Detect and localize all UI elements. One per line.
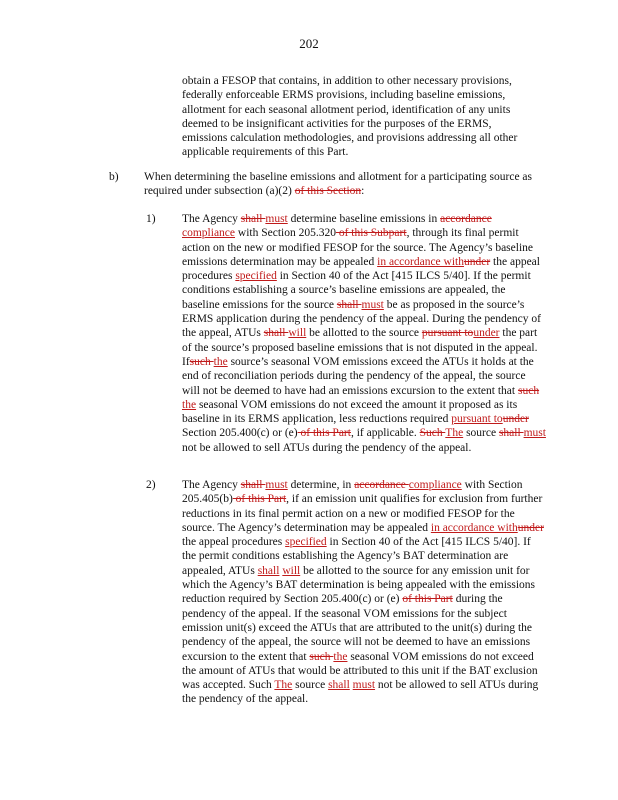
body-text: source’s seasonal VOM emissions exceed the ATUs it holds at the end of reconciliation periods during the pendency of the appeal, the source will not be deemed to have had an emissions excursion to the extent that (182, 355, 534, 397)
body-text: be allotted to the source (306, 327, 422, 340)
deleted-text: shall (240, 479, 266, 491)
deleted-text: under (502, 413, 529, 426)
inserted-text: shall (328, 679, 350, 692)
deleted-text: under (463, 255, 491, 268)
inserted-text: shall (257, 564, 280, 577)
deleted-text: such (309, 650, 334, 663)
inserted-text: in accordance with (377, 255, 464, 268)
subsection-b-text (144, 170, 534, 199)
deleted-text: pursuant to (421, 327, 474, 340)
inserted-text: compliance (408, 479, 462, 491)
deleted-text: of this Part (297, 427, 351, 440)
body-text: Such (248, 679, 272, 692)
body-text: be as proposed in the source’s ERMS application during the pendency of the appeal. During the pendency of the appeal, ATUs (182, 298, 541, 340)
deleted-text: such (189, 355, 214, 368)
body-text: the part of the source’s proposed baseline emissions that is not disputed in the appeal. If (182, 327, 538, 368)
body-text: in Section 40 of the Act [415 ILCS 5/40]. If the permit conditions establishing the Agency’s BAT determination are appealed, ATUs (182, 536, 531, 577)
inserted-text: the (333, 650, 348, 663)
deleted-text: Such (419, 427, 446, 440)
inserted-text: must (352, 679, 376, 692)
body-text: : (361, 185, 365, 198)
inserted-text: must (265, 479, 288, 491)
body-text: be allotted to the source for any emission unit for which the Agency’s BAT determination is being appealed with the emissions reduction required by Section 205.400(c) or (e) (182, 564, 536, 606)
deleted-text: accordance (440, 213, 492, 225)
body-text: in Section 40 of the Act [415 ILCS 5/40]. If the permit conditions establishing a source’s baseline emissions are appealed, the baseline emissions for the source (182, 270, 531, 311)
body-text: during the pendency of the appeal. If the seasonal VOM emissions for the subject emission unit(s) exceed the ATUs that are attributed to the unit(s) during the pendency of the appeal, the source will not be deemed to have an emissions excursion to the extent that (182, 593, 533, 663)
deleted-text: of this Section (294, 185, 362, 198)
deleted-text: shall (498, 427, 524, 440)
deleted-text: shall (263, 327, 289, 340)
body-text: When determining the baseline emissions and allotment for a participating source as required under subsection (a)(2) (144, 171, 533, 198)
deleted-text: under (517, 521, 544, 534)
deleted-text: accordance (354, 479, 409, 491)
inserted-text: will (288, 327, 307, 340)
inserted-text: in accordance with (430, 521, 518, 534)
inserted-text: must (265, 213, 288, 225)
deleted-text: shall (336, 298, 362, 311)
item-1-marker: 1) (146, 213, 156, 225)
inserted-text: specified (235, 270, 277, 283)
page-number: 202 (299, 36, 319, 51)
body-text: seasonal VOM emissions do not exceed the amount it proposed as its baseline in its ERMS application, less reductions required (182, 398, 518, 426)
deleted-text: shall (240, 213, 266, 225)
inserted-text: the (182, 398, 197, 411)
body-text: The Agency (182, 213, 241, 225)
inserted-text: under (473, 327, 500, 340)
inserted-text: will (282, 564, 301, 577)
body-text: source (292, 679, 329, 692)
body-text: not be allowed to sell ATUs during the pendency of the appeal. (182, 441, 472, 454)
body-text: Section 205.400(c) or (e) (182, 427, 298, 440)
body-text: determine, in (287, 479, 355, 491)
body-text: source (463, 427, 499, 440)
subsection-b-marker: b) (109, 171, 119, 183)
body-text: the appeal procedures (182, 255, 540, 283)
deleted-text: of this Part (232, 493, 287, 506)
inserted-text: the (213, 355, 228, 368)
inserted-text: must (361, 298, 384, 311)
body-text: with Section 205.405(b) (182, 479, 523, 506)
body-text: the appeal procedures (182, 536, 286, 549)
body-text: The Agency (182, 479, 241, 491)
inserted-text: The (445, 427, 464, 440)
deleted-text: of this Part (402, 593, 453, 606)
inserted-text: must (523, 427, 546, 440)
inserted-text: pursuant to (451, 413, 503, 426)
body-text: , if an emission unit qualifies for exclusion from further reductions in its final permit action on a new or modified FESOP for the source. The Agency’s determination may be appealed (182, 493, 543, 534)
inserted-text: specified (285, 536, 327, 549)
body-text: seasonal VOM emissions do not exceed the amount of ATUs that would be attributed to this unit if the BAT exclusion was accepted. (182, 650, 538, 692)
body-text: determine baseline emissions in (287, 213, 441, 225)
item-2-text (182, 478, 546, 707)
deleted-text: such (517, 384, 540, 397)
body-text: , if applicable. (350, 427, 420, 440)
item-2-marker: 2) (146, 479, 156, 491)
body-text: with Section 205.320 (235, 227, 336, 240)
intro-paragraph: obtain a FESOP that contains, in addition to other necessary provisions, federally enforceable ERMS provisions, including baseline emissions, allotment for each seasonal allotment period, identification of any units deemed to be insignificant activities for the purposes of the ERMS, emissions calculation methodologies, and provisions addressing all other applicable requirements of this Part. (182, 75, 518, 159)
body-text: not be allowed to sell ATUs during the pendency of the appeal. (182, 679, 539, 706)
inserted-text: The (274, 679, 293, 692)
item-1-text (182, 212, 546, 455)
body-text: , through its final permit action on the new or modified FESOP for the source. The Agency’s baseline emissions determination may be appealed (182, 227, 533, 268)
deleted-text: of this Subpart (335, 227, 407, 240)
inserted-text: compliance (182, 227, 236, 240)
